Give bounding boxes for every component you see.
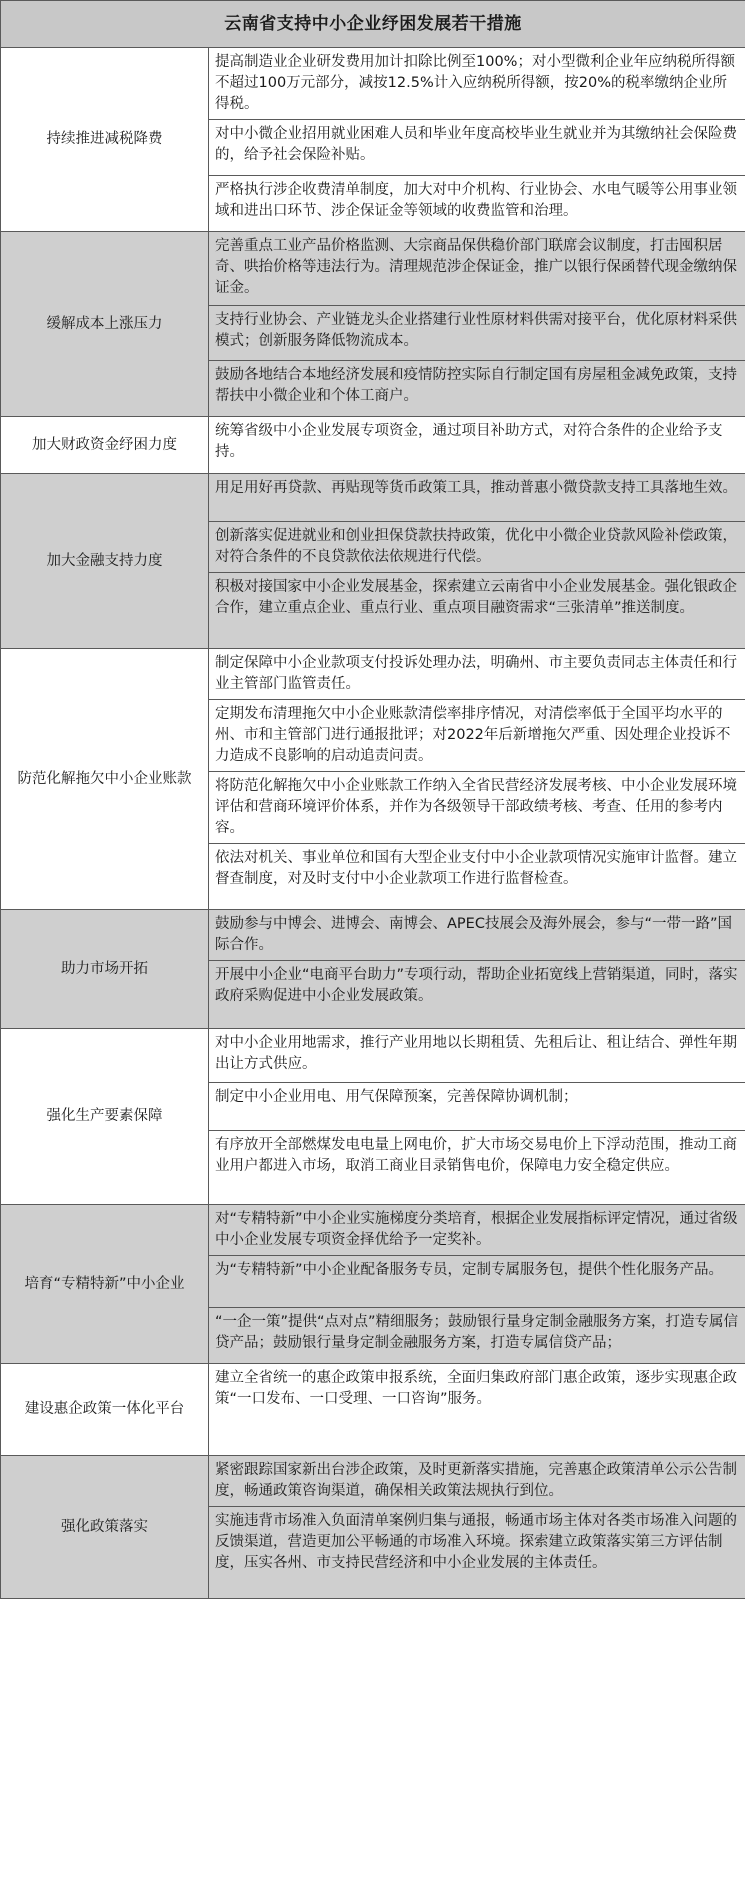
- measure-cell: 制定中小企业用电、用气保障预案，完善保障协调机制；: [209, 1083, 745, 1131]
- measure-cell: 对“专精特新”中小企业实施梯度分类培育，根据企业发展指标评定情况，通过省级中小企业发展专项资金择优给予一定奖补。: [209, 1205, 745, 1256]
- measure-cell: 建立全省统一的惠企政策申报系统，全面归集政府部门惠企政策，逐步实现惠企政策“一口发布、一口受理、一口咨询”服务。: [209, 1364, 745, 1456]
- table-row: [1, 232, 745, 306]
- measure-cell: 制定保障中小企业款项支付投诉处理办法，明确州、市主要负责同志主体责任和行业主管部门监管责任。: [209, 649, 745, 700]
- category-cell: 缓解成本上涨压力: [1, 232, 209, 417]
- measure-cell: 对中小企业用地需求，推行产业用地以长期租赁、先租后让、租让结合、弹性年期出让方式供应。: [209, 1029, 745, 1083]
- table-row: [1, 1205, 745, 1256]
- category-cell: 强化政策落实: [1, 1456, 209, 1599]
- table-row: [1, 1364, 745, 1456]
- measure-cell: 统筹省级中小企业发展专项资金，通过项目补助方式，对符合条件的企业给予支持。: [209, 417, 745, 474]
- table-row: [1, 1456, 745, 1507]
- measure-cell: 对中小微企业招用就业困难人员和毕业年度高校毕业生就业并为其缴纳社会保险费的，给予社会保险补贴。: [209, 120, 745, 176]
- measure-cell: 实施违背市场准入负面清单案例归集与通报，畅通市场主体对各类市场准入问题的反馈渠道，营造更加公平畅通的市场准入环境。探索建立政策落实第三方评估制度，压实各州、市支持民营经济和中小企业发展的主体责任。: [209, 1507, 745, 1599]
- table-title: 云南省支持中小企业纾困发展若干措施: [1, 1, 745, 48]
- measure-cell: 提高制造业企业研发费用加计扣除比例至100%；对小型微利企业年应纳税所得额不超过100万元部分，减按12.5%计入应纳税所得额，按20%的税率缴纳企业所得税。: [209, 48, 745, 120]
- measure-cell: 鼓励各地结合本地经济发展和疫情防控实际自行制定国有房屋租金减免政策，支持帮扶中小微企业和个体工商户。: [209, 361, 745, 417]
- table-body: [1, 48, 745, 1599]
- measure-cell: 支持行业协会、产业链龙头企业搭建行业性原材料供需对接平台，优化原材料采供模式；创新服务降低物流成本。: [209, 306, 745, 361]
- measure-cell: 鼓励参与中博会、进博会、南博会、APEC技展会及海外展会，参与“一带一路”国际合作。: [209, 910, 745, 961]
- category-cell: 加大财政资金纾困力度: [1, 417, 209, 474]
- category-cell: 持续推进减税降费: [1, 48, 209, 232]
- measure-cell: 紧密跟踪国家新出台涉企政策，及时更新落实措施，完善惠企政策清单公示公告制度，畅通政策咨询渠道，确保相关政策法规执行到位。: [209, 1456, 745, 1507]
- measure-cell: 定期发布清理拖欠中小企业账款清偿率排序情况，对清偿率低于全国平均水平的州、市和主管部门进行通报批评；对2022年后新增拖欠严重、因处理企业投诉不力造成不良影响的启动追责问责。: [209, 700, 745, 772]
- measure-cell: 用足用好再贷款、再贴现等货币政策工具，推动普惠小微贷款支持工具落地生效。: [209, 474, 745, 522]
- table-row: [1, 474, 745, 522]
- measure-cell: 开展中小企业“电商平台助力”专项行动，帮助企业拓宽线上营销渠道，同时，落实政府采购促进中小企业发展政策。: [209, 961, 745, 1029]
- measure-cell: 有序放开全部燃煤发电电量上网电价，扩大市场交易电价上下浮动范围，推动工商业用户都进入市场，取消工商业目录销售电价，保障电力安全稳定供应。: [209, 1131, 745, 1205]
- table-row: [1, 417, 745, 474]
- measure-cell: 完善重点工业产品价格监测、大宗商品保供稳价部门联席会议制度，打击囤积居奇、哄抬价格等违法行为。清理规范涉企保证金，推广以银行保函替代现金缴纳保证金。: [209, 232, 745, 306]
- measure-cell: 为“专精特新”中小企业配备服务专员，定制专属服务包，提供个性化服务产品。: [209, 1256, 745, 1308]
- measure-cell: 严格执行涉企收费清单制度，加大对中介机构、行业协会、水电气暖等公用事业领域和进出口环节、涉企保证金等领域的收费监管和治理。: [209, 176, 745, 232]
- measure-cell: 积极对接国家中小企业发展基金，探索建立云南省中小企业发展基金。强化银政企合作，建立重点企业、重点行业、重点项目融资需求“三张清单”推送制度。: [209, 573, 745, 649]
- category-cell: 建设惠企政策一体化平台: [1, 1364, 209, 1456]
- measure-cell: “一企一策”提供“点对点”精细服务；鼓励银行量身定制金融服务方案，打造专属信贷产品；鼓励银行量身定制金融服务方案，打造专属信贷产品；: [209, 1308, 745, 1364]
- table-row: [1, 48, 745, 120]
- category-cell: 强化生产要素保障: [1, 1029, 209, 1205]
- table-row: [1, 1029, 745, 1083]
- measure-cell: 依法对机关、事业单位和国有大型企业支付中小企业款项情况实施审计监督。建立督查制度，对及时支付中小企业款项工作进行监督检查。: [209, 844, 745, 910]
- measure-cell: 创新落实促进就业和创业担保贷款扶持政策，优化中小微企业贷款风险补偿政策，对符合条件的不良贷款依法依规进行代偿。: [209, 522, 745, 573]
- category-cell: 培育“专精特新”中小企业: [1, 1205, 209, 1364]
- table-row: [1, 649, 745, 700]
- category-cell: 防范化解拖欠中小企业账款: [1, 649, 209, 910]
- category-cell: 加大金融支持力度: [1, 474, 209, 649]
- category-cell: 助力市场开拓: [1, 910, 209, 1029]
- measure-cell: 将防范化解拖欠中小企业账款工作纳入全省民营经济发展考核、中小企业发展环境评估和营商环境评价体系，并作为各级领导干部政绩考核、考查、任用的参考内容。: [209, 772, 745, 844]
- table-row: [1, 910, 745, 961]
